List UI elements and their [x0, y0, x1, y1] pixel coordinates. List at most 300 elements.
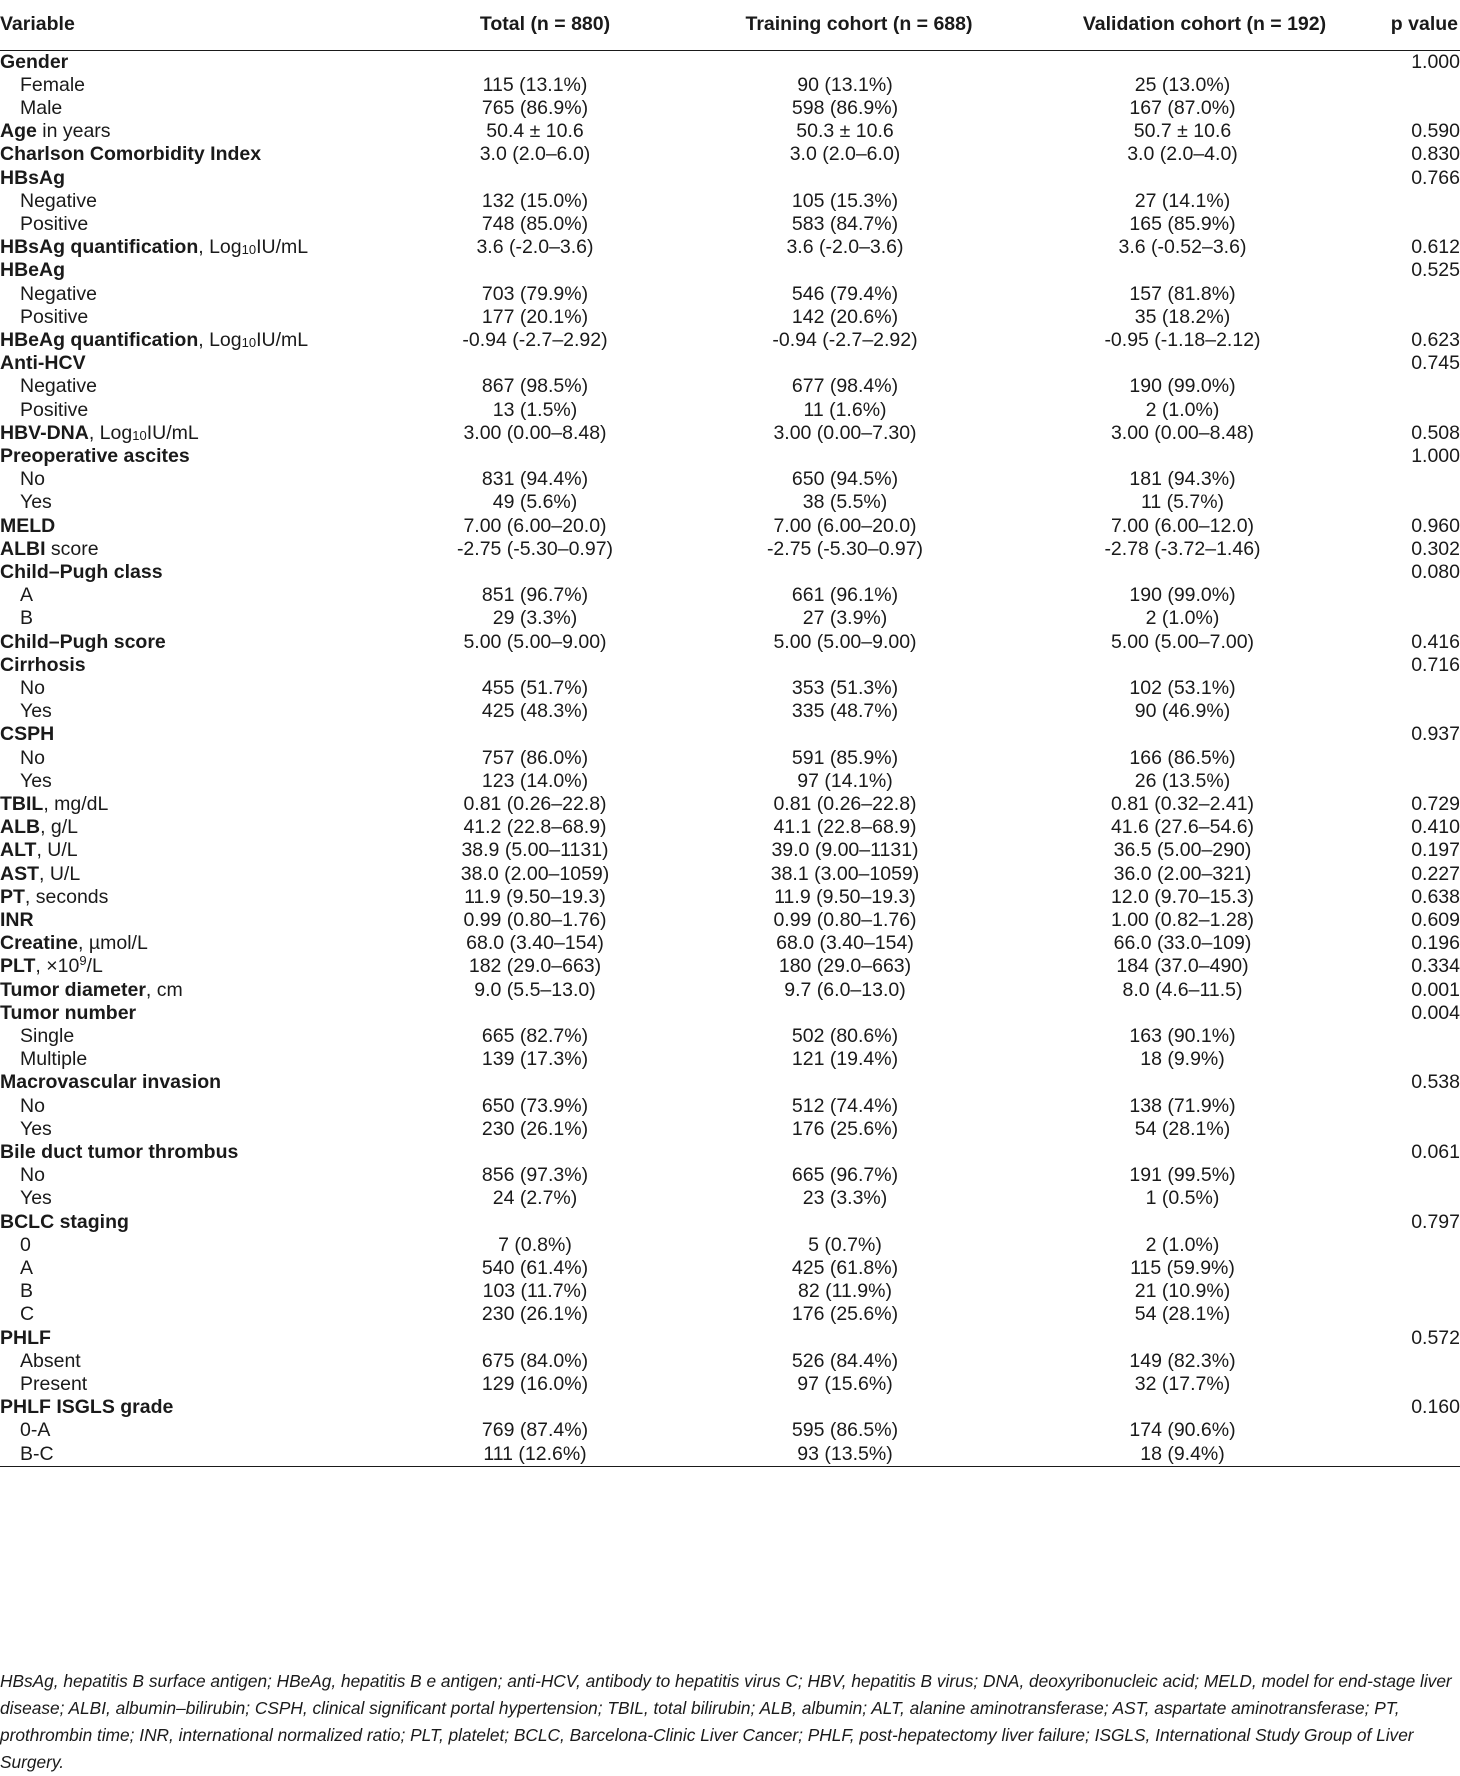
variable-cell — [0, 538, 390, 561]
total-cell — [390, 561, 680, 584]
total-cell: 182 (29.0–663) — [468, 955, 602, 978]
p-value-cell — [1355, 283, 1460, 306]
p-value-cell: 0.004 — [1411, 1001, 1460, 1024]
variable-cell — [0, 236, 390, 259]
variable-cell — [0, 1048, 390, 1071]
training-cell — [680, 561, 1010, 584]
validation-cell: 50.7 ± 10.6 — [1133, 120, 1232, 143]
variable-cell — [0, 306, 390, 329]
training-cell: 3.0 (2.0–6.0) — [789, 143, 901, 166]
validation-cell: -2.78 (-3.72–1.46) — [1104, 537, 1261, 560]
total-cell — [390, 723, 680, 746]
total-cell: 5.00 (5.00–9.00) — [463, 630, 607, 653]
training-cell: 3.00 (0.00–7.30) — [773, 421, 917, 444]
training-cell: 142 (20.6%) — [791, 305, 899, 328]
total-cell: 177 (20.1%) — [481, 305, 589, 328]
p-value-cell: 0.197 — [1411, 839, 1460, 862]
table-row — [0, 259, 1460, 282]
total-cell: 11.9 (9.50–19.3) — [464, 885, 606, 908]
p-value-cell: 0.196 — [1411, 932, 1460, 955]
variable-label: Child–Pugh class — [0, 560, 163, 583]
training-cell — [680, 352, 1010, 375]
table-row — [0, 190, 1460, 213]
variable-unit: score — [45, 537, 99, 560]
variable-cell — [0, 1187, 390, 1210]
variable-cell — [0, 213, 390, 236]
validation-cell: 66.0 (33.0–109) — [1113, 932, 1252, 955]
training-cell: 180 (29.0–663) — [778, 955, 912, 978]
table-row — [0, 1303, 1460, 1326]
table-row — [0, 886, 1460, 909]
variable-label: PHLF ISGLS grade — [0, 1396, 174, 1419]
header-training: Training cohort (n = 688) — [680, 0, 1010, 50]
total-cell: 851 (96.7%) — [481, 584, 589, 607]
total-cell: 3.6 (-2.0–3.6) — [476, 236, 594, 259]
training-cell: 68.0 (3.40–154) — [776, 932, 914, 955]
p-value-cell: 1.000 — [1411, 50, 1460, 73]
table-row — [0, 1396, 1460, 1419]
training-cell: 677 (98.4%) — [791, 375, 899, 398]
p-value-cell — [1355, 1164, 1460, 1187]
header-total: Total (n = 880) — [390, 0, 680, 50]
total-cell — [390, 352, 680, 375]
validation-cell: 35 (18.2%) — [1134, 305, 1231, 328]
total-cell: 50.4 ± 10.6 — [486, 120, 584, 143]
variable-cell — [0, 1327, 390, 1350]
variable-label: No — [20, 676, 45, 699]
p-value-cell: 0.525 — [1411, 259, 1460, 282]
p-value-cell: 0.416 — [1411, 630, 1460, 653]
training-cell: 41.1 (22.8–68.9) — [773, 816, 917, 839]
variable-label: Tumor diameter — [0, 978, 146, 1001]
total-cell: 650 (73.9%) — [481, 1094, 589, 1117]
variable-label: Child–Pugh score — [0, 630, 166, 653]
p-value-cell — [1355, 607, 1460, 630]
variable-label: PLT — [0, 955, 36, 978]
p-value-cell: 0.410 — [1411, 816, 1460, 839]
validation-cell: 190 (99.0%) — [1129, 375, 1236, 398]
p-value-cell: 0.572 — [1411, 1326, 1460, 1349]
total-cell — [390, 50, 680, 74]
training-cell: 105 (15.3%) — [791, 189, 899, 212]
variable-cell — [0, 584, 390, 607]
training-cell: 97 (15.6%) — [797, 1373, 893, 1396]
validation-cell — [1010, 167, 1355, 190]
header-validation: Validation cohort (n = 192) — [1010, 0, 1355, 50]
training-cell — [680, 50, 1010, 74]
training-cell: 546 (79.4%) — [791, 282, 899, 305]
training-cell: 650 (94.5%) — [791, 468, 899, 491]
variable-label: C — [20, 1303, 35, 1326]
total-cell: 230 (26.1%) — [481, 1303, 589, 1326]
variable-cell — [0, 375, 390, 398]
table-row — [0, 932, 1460, 955]
total-cell: 665 (82.7%) — [481, 1025, 589, 1048]
p-value-cell — [1355, 190, 1460, 213]
training-cell — [680, 259, 1010, 282]
p-value-cell — [1355, 1419, 1460, 1442]
total-cell: 49 (5.6%) — [492, 491, 578, 514]
validation-cell: 102 (53.1%) — [1129, 676, 1236, 699]
validation-cell: 2 (1.0%) — [1145, 1233, 1220, 1256]
validation-cell — [1010, 1141, 1355, 1164]
table-body — [0, 50, 1460, 1466]
variable-label: PT — [0, 885, 25, 908]
table-row — [0, 607, 1460, 630]
variable-cell — [0, 955, 390, 978]
table-row — [0, 352, 1460, 375]
variable-cell — [0, 839, 390, 862]
p-value-cell — [1355, 747, 1460, 770]
variable-label: HBsAg — [0, 166, 66, 189]
validation-cell — [1010, 50, 1355, 74]
validation-cell: 5.00 (5.00–7.00) — [1110, 630, 1255, 653]
training-cell — [680, 1396, 1010, 1419]
p-value-cell: 0.302 — [1411, 537, 1460, 560]
total-cell — [390, 1071, 680, 1094]
training-cell — [680, 723, 1010, 746]
variable-cell — [0, 1350, 390, 1373]
variable-cell — [0, 1303, 390, 1326]
table-row — [0, 1118, 1460, 1141]
validation-cell: 167 (87.0%) — [1129, 96, 1236, 119]
p-value-cell: 0.830 — [1411, 143, 1460, 166]
total-cell: 38.9 (5.00–1131) — [461, 839, 609, 862]
variable-cell — [0, 631, 390, 654]
variable-label: CSPH — [0, 723, 55, 746]
table-row — [0, 491, 1460, 514]
table-row — [0, 909, 1460, 932]
total-cell: 757 (86.0%) — [481, 746, 589, 769]
validation-cell — [1010, 654, 1355, 677]
training-cell: 502 (80.6%) — [791, 1025, 899, 1048]
validation-cell: 41.6 (27.6–54.6) — [1110, 816, 1255, 839]
total-cell: 29 (3.3%) — [492, 607, 578, 630]
training-cell: 97 (14.1%) — [797, 769, 893, 792]
variable-unit-tail: IU/mL — [256, 328, 309, 351]
variable-cell — [0, 50, 390, 74]
p-value-cell — [1355, 584, 1460, 607]
validation-cell — [1010, 259, 1355, 282]
validation-cell: 36.5 (5.00–290) — [1113, 839, 1252, 862]
validation-cell — [1010, 723, 1355, 746]
variable-cell — [0, 932, 390, 955]
table-row — [0, 1419, 1460, 1442]
validation-cell: -0.95 (-1.18–2.12) — [1104, 328, 1261, 351]
variable-cell — [0, 190, 390, 213]
variable-cell — [0, 863, 390, 886]
table-row — [0, 515, 1460, 538]
table-row — [0, 839, 1460, 862]
variable-cell — [0, 677, 390, 700]
validation-cell: 181 (94.3%) — [1129, 468, 1236, 491]
total-cell — [390, 445, 680, 468]
table-row — [0, 283, 1460, 306]
table-row — [0, 584, 1460, 607]
table-row — [0, 1002, 1460, 1025]
total-cell: 425 (48.3%) — [481, 700, 589, 723]
total-cell: 24 (2.7%) — [492, 1187, 578, 1210]
training-cell: 11.9 (9.50–19.3) — [774, 885, 916, 908]
variable-cell — [0, 491, 390, 514]
total-cell: 129 (16.0%) — [481, 1373, 589, 1396]
validation-cell — [1010, 445, 1355, 468]
table-row — [0, 770, 1460, 793]
variable-cell — [0, 120, 390, 143]
variable-cell — [0, 816, 390, 839]
training-cell: 595 (86.5%) — [791, 1419, 899, 1442]
variable-unit: , Log — [198, 328, 242, 351]
unit-subscript: 10 — [241, 242, 257, 258]
table-row — [0, 538, 1460, 561]
variable-label: Positive — [20, 305, 89, 328]
header-variable: Variable — [0, 0, 390, 50]
variable-cell — [0, 468, 390, 491]
total-cell: 703 (79.9%) — [481, 282, 589, 305]
variable-cell — [0, 445, 390, 468]
variable-label: Anti-HCV — [0, 352, 86, 375]
training-cell: 583 (84.7%) — [791, 212, 899, 235]
table-row — [0, 955, 1460, 978]
training-cell — [680, 445, 1010, 468]
variable-cell — [0, 886, 390, 909]
total-cell: 230 (26.1%) — [481, 1117, 589, 1140]
variable-unit-tail: IU/mL — [256, 236, 309, 259]
validation-cell: 3.6 (-0.52–3.6) — [1118, 236, 1247, 259]
total-cell — [390, 1396, 680, 1419]
validation-cell: 8.0 (4.6–11.5) — [1122, 978, 1243, 1001]
training-cell: 7.00 (6.00–20.0) — [773, 514, 917, 537]
total-cell: 13 (1.5%) — [492, 398, 578, 421]
p-value-cell — [1355, 1118, 1460, 1141]
variable-cell — [0, 1280, 390, 1303]
variable-cell — [0, 97, 390, 120]
training-cell: 39.0 (9.00–1131) — [771, 839, 919, 862]
validation-cell: 174 (90.6%) — [1129, 1419, 1236, 1442]
table-row — [0, 422, 1460, 445]
validation-cell: 25 (13.0%) — [1134, 73, 1231, 96]
table-row — [0, 1095, 1460, 1118]
variable-label: Positive — [20, 398, 89, 421]
variable-label: HBeAg quantification — [0, 328, 199, 351]
variable-label: Yes — [20, 700, 52, 723]
validation-cell: 54 (28.1%) — [1134, 1117, 1231, 1140]
table-row — [0, 1141, 1460, 1164]
variable-label: Creatine — [0, 932, 79, 955]
table-row — [0, 793, 1460, 816]
variable-cell — [0, 607, 390, 630]
table-row — [0, 561, 1460, 584]
training-cell — [680, 1002, 1010, 1025]
p-value-cell: 0.623 — [1411, 328, 1460, 351]
p-value-cell: 0.960 — [1411, 514, 1460, 537]
validation-cell: 18 (9.4%) — [1010, 1443, 1355, 1467]
variable-unit-tail: IU/mL — [146, 421, 199, 444]
variable-cell — [0, 1419, 390, 1442]
p-value-cell: 0.334 — [1411, 955, 1460, 978]
training-cell — [680, 1141, 1010, 1164]
variable-cell — [0, 74, 390, 97]
variable-cell — [0, 1234, 390, 1257]
total-cell: 111 (12.6%) — [390, 1443, 680, 1467]
total-cell: 132 (15.0%) — [481, 189, 589, 212]
training-cell: -2.75 (-5.30–0.97) — [766, 537, 924, 560]
total-cell: 867 (98.5%) — [481, 375, 589, 398]
table-row — [0, 863, 1460, 886]
table-row — [0, 1071, 1460, 1094]
table-row — [0, 50, 1460, 74]
variable-unit: , U/L — [39, 862, 81, 885]
validation-cell: 26 (13.5%) — [1134, 769, 1231, 792]
variable-unit: , Log — [198, 236, 242, 259]
training-cell: 5.00 (5.00–9.00) — [773, 630, 917, 653]
validation-cell — [1010, 1071, 1355, 1094]
validation-cell — [1010, 352, 1355, 375]
validation-cell — [1010, 1327, 1355, 1350]
table-row — [0, 445, 1460, 468]
variable-label: AST — [0, 862, 39, 885]
table-row — [0, 1327, 1460, 1350]
p-value-cell — [1355, 1303, 1460, 1326]
validation-cell — [1010, 1211, 1355, 1234]
p-value-cell: 0.160 — [1411, 1396, 1460, 1419]
variable-label: HBV-DNA — [0, 421, 89, 444]
variable-label: Yes — [20, 1117, 52, 1140]
variable-cell — [0, 723, 390, 746]
p-value-cell: 0.080 — [1411, 560, 1460, 583]
training-cell: 0.81 (0.26–22.8) — [773, 793, 917, 815]
total-cell — [390, 1141, 680, 1164]
p-value-cell — [1355, 97, 1460, 120]
p-value-cell — [1355, 1350, 1460, 1373]
variable-cell — [0, 1141, 390, 1164]
table-row — [0, 97, 1460, 120]
validation-cell: 21 (10.9%) — [1134, 1280, 1231, 1303]
variable-cell — [0, 329, 390, 352]
variable-unit: , µmol/L — [78, 932, 148, 955]
validation-cell — [1010, 1396, 1355, 1419]
variable-label: Charlson Comorbidity Index — [0, 143, 262, 166]
training-cell — [680, 654, 1010, 677]
variable-label: Yes — [20, 1187, 52, 1210]
total-cell: 0.81 (0.26–22.8) — [463, 793, 607, 815]
p-value-cell — [1355, 770, 1460, 793]
p-value-cell — [1355, 399, 1460, 422]
variable-label: ALB — [0, 816, 41, 839]
header-row — [0, 0, 1460, 50]
training-cell: 176 (25.6%) — [791, 1117, 899, 1140]
variable-cell — [0, 747, 390, 770]
variable-label: Yes — [20, 769, 52, 792]
table-row — [0, 143, 1460, 166]
variable-label: A — [20, 584, 34, 607]
p-value-cell: 0.538 — [1411, 1071, 1460, 1094]
p-value-cell — [1355, 700, 1460, 723]
training-cell: 93 (13.5%) — [680, 1443, 1010, 1467]
variable-cell — [0, 1396, 390, 1419]
p-value-cell: 0.590 — [1411, 120, 1460, 143]
validation-cell: 54 (28.1%) — [1134, 1303, 1231, 1326]
variable-cell — [0, 770, 390, 793]
total-cell: -2.75 (-5.30–0.97) — [456, 537, 614, 560]
training-cell: 661 (96.1%) — [791, 584, 899, 607]
total-cell: 103 (11.7%) — [482, 1280, 588, 1303]
training-cell: 425 (61.8%) — [791, 1257, 899, 1280]
p-value-cell: 0.745 — [1411, 352, 1460, 375]
training-cell: 353 (51.3%) — [791, 676, 899, 699]
variable-label: No — [20, 1164, 45, 1187]
p-value-cell: 0.061 — [1411, 1141, 1460, 1164]
training-cell — [680, 1327, 1010, 1350]
table-row — [0, 1257, 1460, 1280]
variable-cell — [0, 515, 390, 538]
variable-label: Positive — [20, 212, 89, 235]
total-cell: 68.0 (3.40–154) — [466, 932, 604, 955]
variable-cell — [0, 167, 390, 190]
variable-unit: , g/L — [40, 816, 79, 839]
p-value-cell: 0.612 — [1411, 236, 1460, 259]
header-p-value: p value — [1355, 0, 1460, 50]
unit-superscript: 9 — [79, 953, 87, 969]
variable-unit: in years — [36, 120, 111, 143]
total-cell: 3.0 (2.0–6.0) — [479, 143, 591, 166]
variable-cell — [0, 700, 390, 723]
variable-label: Cirrhosis — [0, 653, 86, 676]
variable-label: INR — [0, 909, 34, 932]
total-cell: 765 (86.9%) — [481, 96, 589, 119]
total-cell — [390, 1002, 680, 1025]
validation-cell: 165 (85.9%) — [1129, 212, 1236, 235]
variable-cell — [0, 1373, 390, 1396]
variable-label: MELD — [0, 514, 56, 537]
unit-subscript: 10 — [132, 427, 147, 443]
variable-label: Negative — [20, 189, 97, 212]
training-cell — [680, 1211, 1010, 1234]
p-value-cell — [1355, 1443, 1460, 1467]
validation-cell: 7.00 (6.00–12.0) — [1110, 514, 1255, 537]
training-cell: 27 (3.9%) — [802, 607, 888, 630]
variable-label: HBsAg quantification — [0, 236, 199, 259]
total-cell: 123 (14.0%) — [481, 769, 589, 792]
variable-label: B — [20, 1280, 34, 1303]
variable-label: Single — [20, 1025, 75, 1048]
variable-cell — [0, 1257, 390, 1280]
p-value-cell: 0.729 — [1411, 793, 1460, 815]
training-cell: 11 (1.6%) — [803, 398, 887, 421]
validation-cell: 184 (37.0–490) — [1116, 955, 1249, 978]
table-row — [0, 631, 1460, 654]
variable-label: Female — [20, 73, 86, 96]
variable-cell — [0, 1025, 390, 1048]
table-row — [0, 747, 1460, 770]
variable-cell — [0, 422, 390, 445]
training-cell: 38.1 (3.00–1059) — [770, 862, 920, 885]
variable-label: Yes — [20, 491, 52, 514]
table-row — [0, 1373, 1460, 1396]
validation-cell: 3.0 (2.0–4.0) — [1127, 143, 1238, 166]
total-cell: -0.94 (-2.7–2.92) — [462, 328, 608, 351]
table-row — [0, 120, 1460, 143]
variable-cell — [0, 654, 390, 677]
training-cell: 335 (48.7%) — [791, 700, 899, 723]
variable-cell — [0, 1002, 390, 1025]
p-value-cell — [1355, 1234, 1460, 1257]
validation-cell: 32 (17.7%) — [1134, 1373, 1231, 1396]
variable-label: 0-A — [20, 1419, 51, 1442]
table-row — [0, 979, 1460, 1002]
variable-label: Gender — [0, 50, 69, 73]
training-cell: -0.94 (-2.7–2.92) — [772, 328, 918, 351]
